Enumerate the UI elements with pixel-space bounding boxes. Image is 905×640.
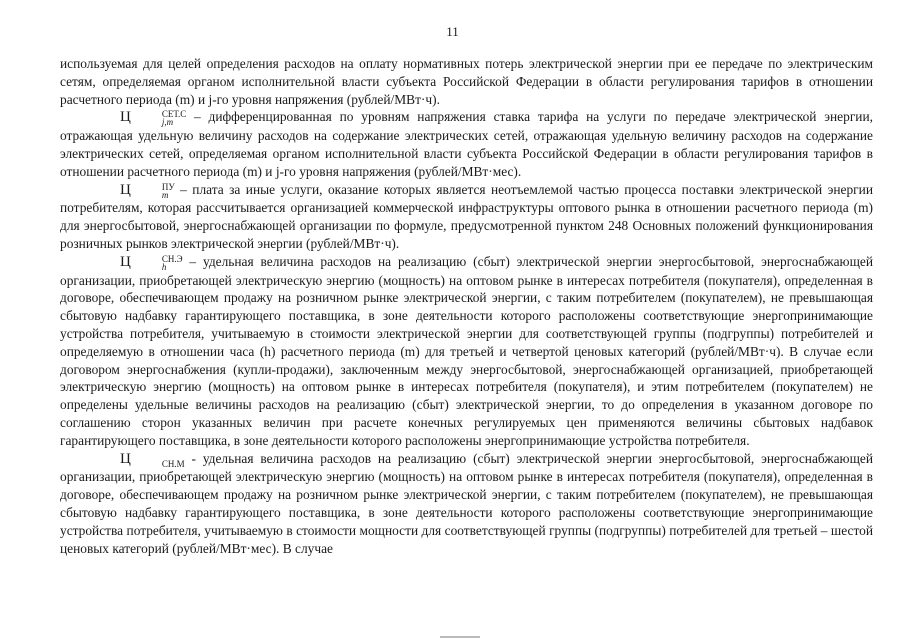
symbol-superscript: ПУ	[161, 181, 175, 192]
paragraph-text: - удельная величина расходов на реализацию (сбыт) электрической энергии энергосбытовой, энергоснабжающей организации, приобретающей электрическую энергию (мощность) на оптовом рынке в интересах потребителя (покупателя), определенная в договоре, обеспечивающем продажу на розничном рынке электрической энергии, с таким потребителем (покупателем), не превышающая сбытовую надбавку гарантирующего поставщика, в зоне деятельности которого расположены соответствующие энергопринимающие устройства потребителя, учитываемую в стоимости мощности для соответствующей группы (подгруппы) потребителей для третьей – шестой ценовых категорий (рублей/МВт·мес). В случае	[60, 450, 873, 556]
paragraph-text: – плата за иные услуги, оказание которых является неотъемлемой частью процесса поставки электрической энергии потребителям, которая рассчитывается организацией коммерческой инфраструктуры оптового рынка в отношении расчетного периода (m) для энергосбытовой, энергоснабжающей организации по формуле, предусмотренной пунктом 248 Основных положений функционирования розничных рынков электрической энергии (рублей/МВт·ч).	[60, 181, 873, 251]
paragraph-text: – дифференцированная по уровням напряжения ставка тарифа на услуги по передаче электрической энергии, отражающая удельную величину расходов на содержание электрических сетей, отражающая удельную величину расходов на содержание электрических сетей, определяемая органом исполнительной власти субъекта Российской Федерации в области регулирования тарифов в отношении расчетного периода (m) и j-го уровня напряжения (рублей/МВт·мес).	[60, 109, 873, 179]
paragraph-capacity-sales-cost	[60, 450, 873, 558]
symbol-base: Ц	[120, 253, 131, 270]
paragraph-text: используемая для целей определения расходов на оплату нормативных потерь электрической энергии при ее передаче по электрическим сетям, определяемая органом исполнительной власти субъекта Российской Федерации в области регулирования тарифов в отношении расчетного периода (m) и j-го уровня напряжения (рублей/МВт·ч).	[60, 56, 873, 107]
formula-symbol	[90, 253, 183, 272]
document-body	[60, 55, 873, 557]
paragraph-energy-sales-cost	[60, 253, 873, 450]
symbol-base: Ц	[120, 181, 131, 198]
formula-symbol	[90, 450, 185, 469]
paragraph-other-services	[60, 181, 873, 253]
formula-symbol	[90, 181, 175, 200]
formula-symbol	[90, 108, 186, 127]
symbol-superscript: СЕТ.С	[161, 109, 187, 120]
symbol-superscript: СН.М	[161, 458, 185, 469]
symbol-superscript: СН.Э	[161, 253, 183, 264]
paragraph-text: – удельная величина расходов на реализацию (сбыт) электрической энергии энергосбытовой, энергоснабжающей организации, приобретающей электрическую энергию (мощность) на оптовом рынке в интересах потребителя (покупателя), определенная в договоре, обеспечивающем продажу на розничном рынке электрической энергии, с таким потребителем (покупателем), не превышающая сбытовую надбавку гарантирующего поставщика, в зоне деятельности которого расположены соответствующие энергопринимающие устройства потребителя, учитываемую в стоимости электрической энергии для соответствующей группы (подгруппы) потребителей и определяемую в отношении часа (h) расчетного периода (m) для третьей и четвертой ценовых категорий (рублей/МВт·ч). В случае если договором энергоснабжения (купли-продажи), заключенным между энергосбытовой, энергоснабжающей организацией, приобретающей электрическую энергию (мощность) на оптовом рынке в интересах потребителя (покупателя), и этим потребителем (покупателем) не определены удельные величины расходов на реализацию (сбыт) электрической энергии, то до определения в указанном договоре по соглашению сторон указанных величин при расчете конечных регулируемых цен применяются величины сбытовых надбавок гарантирующего поставщика, в зоне деятельности которого расположены энергопринимающие устройства потребителя.	[60, 253, 873, 448]
paragraph-continuation	[60, 55, 873, 108]
symbol-base: Ц	[120, 109, 131, 126]
symbol-subscript: h	[161, 261, 167, 272]
symbol-base: Ц	[120, 450, 131, 467]
page-number: 11	[446, 24, 459, 39]
paragraph-tariff-rate	[60, 108, 873, 180]
symbol-subscript: j,m	[161, 117, 174, 128]
symbol-subscript: m	[161, 189, 169, 200]
scan-artifact-mark	[440, 636, 480, 638]
